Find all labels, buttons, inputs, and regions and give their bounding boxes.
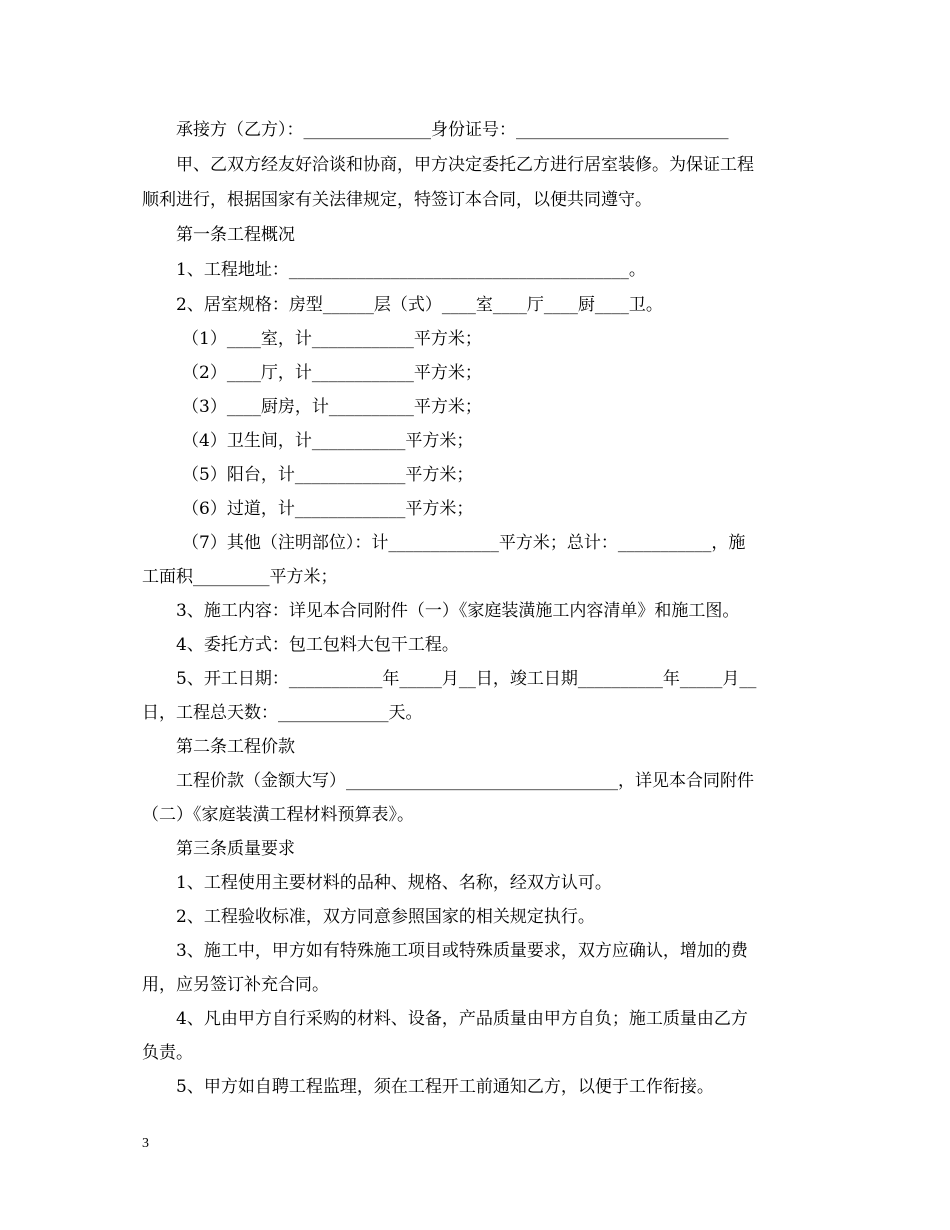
quality-item-1: 1、工程使用主要材料的品种、规格、名称，经双方认可。 [176, 873, 612, 893]
quality-item-5: 5、甲方如自聘工程监理，须在工程开工前通知乙方，以便于工作衔接。 [176, 1077, 714, 1097]
total-days-line: 日，工程总天数：_____________天。 [142, 703, 423, 723]
room-item-5: （5）阳台，计_____________平方米； [182, 465, 474, 485]
quality-item-4-line-1: 4、凡由甲方自行采购的材料、设备，产品质量由甲方自负；施工质量由乙方 [176, 1009, 748, 1029]
start-date-line: 5、开工日期：___________年_____月__日，竣工日期__________年_____月__ [176, 669, 757, 689]
quality-item-4-line-2: 负责。 [142, 1043, 193, 1063]
article-3-heading: 第三条质量要求 [176, 839, 295, 859]
quality-item-3-line-1: 3、施工中，甲方如有特殊施工项目或特殊质量要求，双方应确认，增加的费 [176, 941, 748, 961]
page-number: 3 [142, 1136, 149, 1151]
price-line-2: （二）《家庭装潢工程材料预算表》。 [142, 805, 414, 825]
intro-paragraph-line-1: 甲、乙双方经友好洽谈和协商，甲方决定委托乙方进行居室装修。为保证工程 [176, 155, 754, 175]
article-1-heading: 第一条工程概况 [176, 225, 295, 245]
room-item-4: （4）卫生间，计___________平方米； [182, 431, 474, 451]
room-item-7: （7）其他（注明部位）：计_____________平方米；总计：___________，施 [182, 533, 746, 553]
room-item-6: （6）过道，计_____________平方米； [182, 499, 474, 519]
project-address-line: 1、工程地址：________________________________________。 [176, 260, 646, 280]
room-spec-line: 2、居室规格：房型______层（式）____室____厅____厨____卫。 [176, 295, 663, 315]
quality-item-2: 2、工程验收标准，双方同意参照国家的相关规定执行。 [176, 907, 595, 927]
quality-item-3-line-2: 用，应另签订补充合同。 [142, 975, 329, 995]
room-item-1: （1）____室，计____________平方米； [182, 329, 482, 349]
room-item-3: （3）____厨房，计__________平方米； [182, 397, 482, 417]
party-b-line: 承接方（乙方）：_______________身份证号：_________________________ [176, 120, 729, 140]
room-item-2: （2）____厅，计____________平方米； [182, 363, 482, 383]
price-line-1: 工程价款（金额大写）________________________________，详见本合同附件 [176, 771, 754, 791]
construction-area-line: 工面积_________平方米； [142, 567, 338, 587]
construction-content-line: 3、施工内容：详见本合同附件（一）《家庭装潢施工内容清单》和施工图。 [176, 601, 740, 621]
intro-paragraph-line-2: 顺利进行，根据国家有关法律规定，特签订本合同，以便共同遵守。 [142, 190, 652, 210]
entrust-method-line: 4、委托方式：包工包料大包干工程。 [176, 635, 459, 655]
article-2-heading: 第二条工程价款 [176, 737, 295, 757]
